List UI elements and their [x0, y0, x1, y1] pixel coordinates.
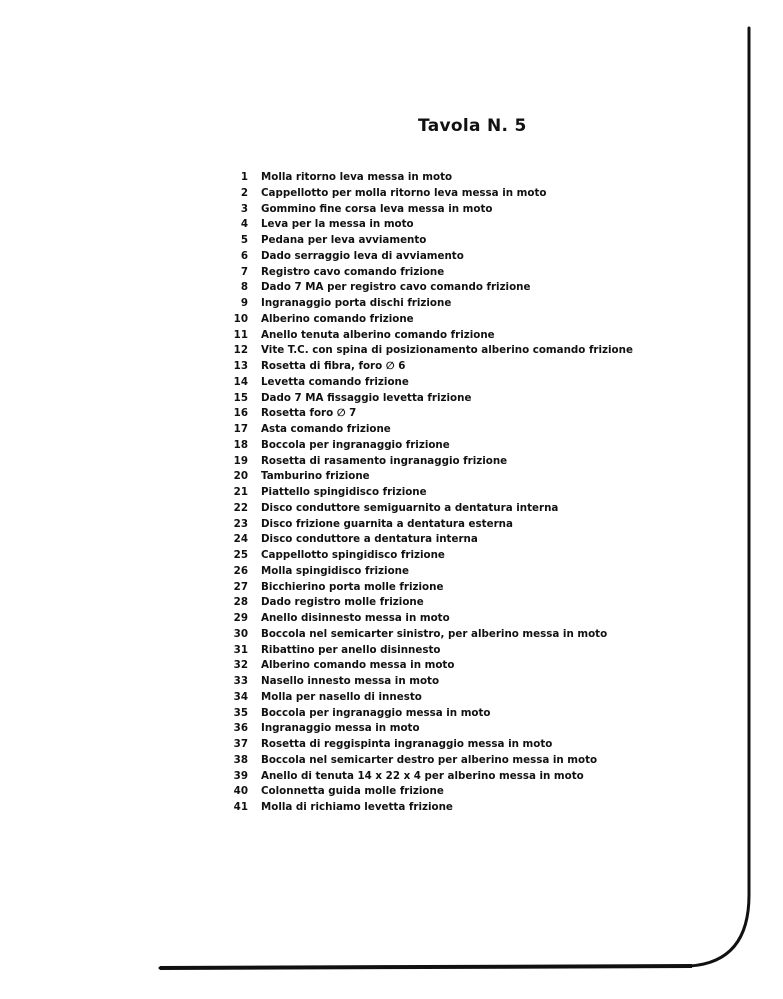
- list-item: [222, 391, 742, 407]
- list-item: [222, 611, 742, 627]
- list-item: [222, 469, 742, 485]
- part-number: 38: [233, 753, 248, 766]
- part-number: 34: [233, 690, 248, 703]
- list-item: [222, 800, 742, 816]
- list-item: [222, 580, 742, 596]
- part-number: 7: [240, 265, 248, 278]
- part-description: Disco conduttore a dentatura interna: [261, 533, 478, 546]
- list-item: [222, 784, 742, 800]
- part-number: 12: [233, 344, 248, 357]
- part-description: Pedana per leva avviamento: [261, 234, 427, 246]
- part-number: 19: [233, 454, 248, 467]
- part-description: Ribattino per anello disinnesto: [261, 643, 441, 656]
- part-number: 25: [233, 549, 248, 561]
- list-item: [222, 501, 742, 517]
- list-item: [222, 343, 742, 359]
- part-number: 37: [233, 738, 248, 750]
- part-number: 35: [233, 706, 248, 719]
- part-description: Alberino comando messa in moto: [261, 659, 455, 672]
- part-number: 39: [233, 769, 248, 782]
- part-description: Rosetta foro ∅ 7: [261, 407, 357, 420]
- part-description: Dado serraggio leva di avviamento: [261, 249, 464, 262]
- part-number: 1: [240, 171, 248, 183]
- list-item: [222, 564, 742, 580]
- part-number: 8: [240, 281, 248, 294]
- part-number: 24: [233, 533, 248, 546]
- part-description: Molla di richiamo levetta frizione: [261, 801, 453, 813]
- list-item: [222, 296, 742, 312]
- part-description: Boccola nel semicarter destro per alberino messa in moto: [261, 753, 598, 766]
- list-item: [222, 517, 742, 533]
- list-item: [222, 375, 742, 391]
- list-item: [222, 690, 742, 706]
- part-number: 33: [233, 675, 248, 687]
- part-description: Nasello innesto messa in moto: [261, 675, 440, 687]
- part-number: 16: [233, 407, 248, 420]
- part-number: 30: [233, 627, 248, 640]
- part-number: 40: [233, 785, 248, 798]
- part-description: Gommino fine corsa leva messa in moto: [261, 202, 493, 215]
- part-number: 4: [240, 218, 248, 231]
- part-description: Molla per nasello di innesto: [261, 690, 422, 703]
- list-item: [222, 658, 742, 674]
- part-number: 28: [233, 596, 248, 609]
- part-description: Bicchierino porta molle frizione: [261, 580, 444, 593]
- list-item: [222, 595, 742, 611]
- list-item: [222, 674, 742, 690]
- part-description: Vite T.C. con spina di posizionamento alberino comando frizione: [261, 344, 633, 357]
- list-item: [222, 753, 742, 769]
- list-item: [222, 328, 742, 344]
- list-item: [222, 280, 742, 296]
- part-description: Rosetta di reggispinta ingranaggio messa in moto: [261, 738, 553, 750]
- list-item: [222, 217, 742, 233]
- part-description: Registro cavo comando frizione: [261, 265, 445, 278]
- list-item: [222, 186, 742, 202]
- part-number: 11: [233, 328, 248, 341]
- part-number: 14: [233, 375, 248, 388]
- part-description: Leva per la messa in moto: [261, 218, 414, 231]
- part-number: 13: [233, 360, 248, 372]
- part-description: Molla ritorno leva messa in moto: [261, 171, 453, 183]
- list-item: [222, 438, 742, 454]
- part-number: 41: [233, 801, 248, 813]
- part-number: 32: [233, 659, 248, 672]
- part-description: Colonnetta guida molle frizione: [261, 785, 444, 798]
- part-description: Rosetta di rasamento ingranaggio frizione: [261, 454, 508, 467]
- part-description: Anello di tenuta 14 x 22 x 4 per alberino messa in moto: [261, 769, 584, 782]
- list-item: [222, 548, 742, 564]
- bottom-border-line: [160, 966, 692, 968]
- list-item: [222, 706, 742, 722]
- list-item: [222, 737, 742, 753]
- part-description: Disco frizione guarnita a dentatura esterna: [261, 517, 513, 530]
- list-item: [222, 532, 742, 548]
- parts-list: [222, 170, 742, 816]
- part-description: Alberino comando frizione: [261, 312, 414, 325]
- part-number: 26: [233, 564, 248, 577]
- part-number: 36: [233, 722, 248, 735]
- part-number: 27: [233, 580, 248, 593]
- list-item: [222, 406, 742, 422]
- list-item: [222, 202, 742, 218]
- part-number: 9: [240, 297, 248, 309]
- list-item: [222, 359, 742, 375]
- part-description: Disco conduttore semiguarnito a dentatura interna: [261, 501, 559, 514]
- part-description: Cappellotto spingidisco frizione: [261, 549, 445, 561]
- part-number: 17: [233, 423, 248, 435]
- list-item: [222, 170, 742, 186]
- part-description: Levetta comando frizione: [261, 375, 409, 388]
- part-number: 5: [240, 234, 248, 246]
- part-number: 20: [233, 470, 248, 483]
- part-description: Cappellotto per molla ritorno leva messa in moto: [261, 186, 547, 199]
- list-item: [222, 265, 742, 281]
- list-item: [222, 721, 742, 737]
- part-description: Dado 7 MA fissaggio levetta frizione: [261, 391, 472, 404]
- list-item: [222, 312, 742, 328]
- part-description: Anello tenuta alberino comando frizione: [261, 328, 495, 341]
- list-item: [222, 249, 742, 265]
- part-description: Dado 7 MA per registro cavo comando frizione: [261, 281, 531, 294]
- part-number: 3: [240, 202, 248, 215]
- part-description: Ingranaggio porta dischi frizione: [261, 297, 452, 309]
- part-description: Piattello spingidisco frizione: [261, 486, 427, 498]
- part-description: Ingranaggio messa in moto: [261, 722, 420, 735]
- part-number: 10: [233, 312, 248, 325]
- part-description: Dado registro molle frizione: [261, 596, 424, 609]
- part-number: 6: [240, 249, 248, 262]
- list-item: [222, 485, 742, 501]
- part-number: 15: [233, 391, 248, 404]
- list-item: [222, 769, 742, 785]
- part-number: 22: [233, 501, 248, 514]
- part-description: Asta comando frizione: [261, 423, 391, 435]
- part-number: 29: [233, 612, 248, 624]
- part-description: Boccola nel semicarter sinistro, per alberino messa in moto: [261, 627, 608, 640]
- part-description: Molla spingidisco frizione: [261, 564, 409, 577]
- list-item: [222, 454, 742, 470]
- part-description: Rosetta di fibra, foro ∅ 6: [261, 360, 406, 372]
- part-number: 18: [233, 438, 248, 451]
- page-title: Tavola N. 5: [418, 116, 527, 136]
- part-number: 31: [233, 643, 248, 656]
- part-number: 21: [233, 486, 248, 498]
- part-description: Boccola per ingranaggio messa in moto: [261, 706, 491, 719]
- part-number: 2: [240, 186, 248, 199]
- list-item: [222, 422, 742, 438]
- list-item: [222, 233, 742, 249]
- part-description: Anello disinnesto messa in moto: [261, 612, 450, 624]
- part-description: Boccola per ingranaggio frizione: [261, 438, 450, 451]
- part-number: 23: [233, 517, 248, 530]
- list-item: [222, 643, 742, 659]
- list-item: [222, 627, 742, 643]
- part-description: Tamburino frizione: [261, 470, 370, 483]
